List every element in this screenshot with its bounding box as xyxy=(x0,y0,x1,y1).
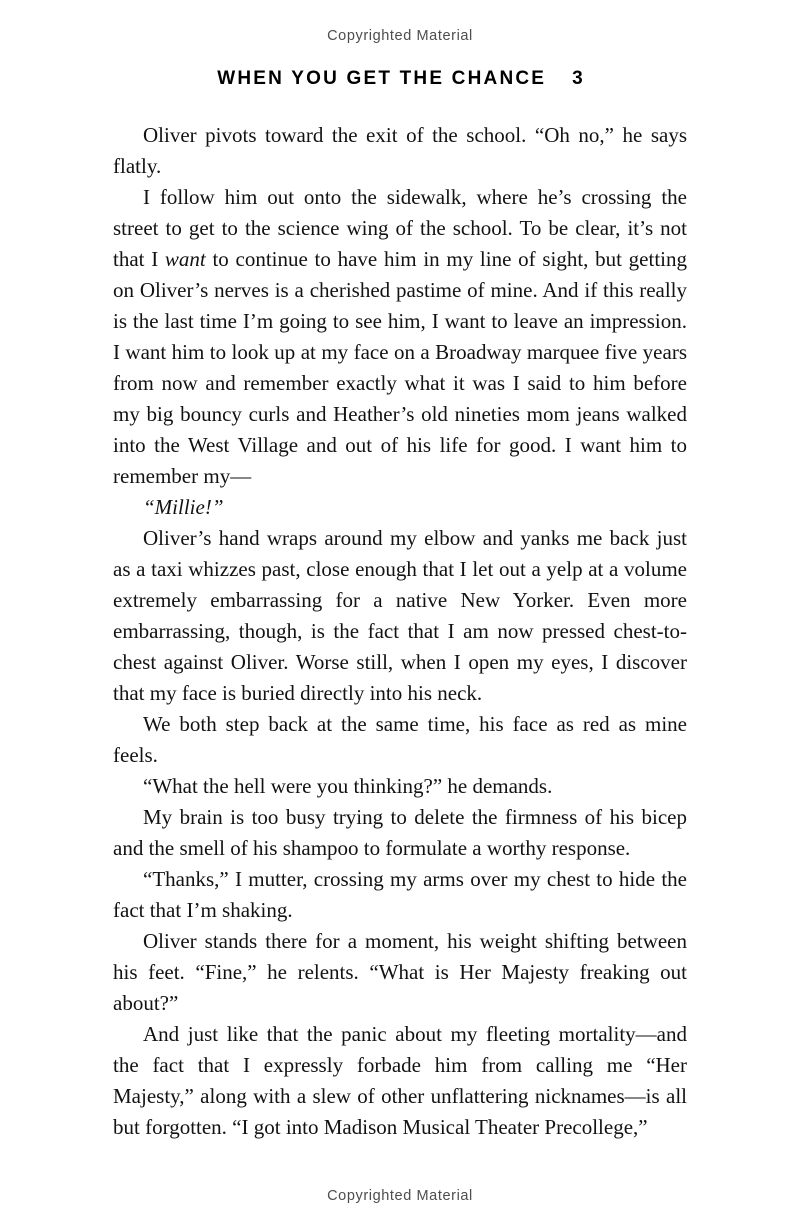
paragraph xyxy=(113,709,687,771)
paragraph xyxy=(113,926,687,1019)
paragraph xyxy=(113,492,687,523)
paragraph-run: My brain is too busy trying to delete the firmness of his bicep and the smell of his shampoo to formulate a worthy response. xyxy=(113,805,687,860)
paragraph-run: And just like that the panic about my fleeting mortality—and the fact that I expressly forbade him from calling me “Her Majesty,” along with a slew of other unflattering nicknames—is all but forgotten. “I got into Madison Musical Theater Precollege,” xyxy=(113,1022,687,1139)
paragraph-run-italic: want xyxy=(164,247,206,271)
page-body xyxy=(113,120,687,1143)
paragraph xyxy=(113,771,687,802)
running-head-title: WHEN YOU GET THE CHANCE xyxy=(217,68,547,89)
paragraph xyxy=(113,864,687,926)
paragraph xyxy=(113,1019,687,1143)
paragraph-run: Oliver’s hand wraps around my elbow and yanks me back just as a taxi whizzes past, close enough that I let out a yelp at a volume extremely embarrassing for a native New Yorker. Even more embarrassing, though, is the fact that I am now pressed chest-to-chest against Oliver. Worse still, when I open my eyes, I discover that my face is buried directly into his neck. xyxy=(113,526,687,705)
running-head xyxy=(0,68,800,90)
page-number: 3 xyxy=(572,68,583,89)
paragraph xyxy=(113,182,687,492)
paragraph-run-italic: “Millie!” xyxy=(143,495,224,519)
paragraph-run: “Thanks,” I mutter, crossing my arms over my chest to hide the fact that I’m shaking. xyxy=(113,867,687,922)
paragraph-run: I follow him out onto the sidewalk, where he’s crossing the street to get to the science wing of the school. To be clear, it’s not that I xyxy=(113,185,687,271)
copyright-notice-top: Copyrighted Material xyxy=(327,28,473,44)
paragraph xyxy=(113,802,687,864)
copyright-notice-bottom: Copyrighted Material xyxy=(327,1188,473,1204)
paragraph-run: “What the hell were you thinking?” he demands. xyxy=(143,774,553,798)
paragraph-run: We both step back at the same time, his face as red as mine feels. xyxy=(113,712,687,767)
paragraph-run: Oliver stands there for a moment, his weight shifting between his feet. “Fine,” he relents. “What is Her Majesty freaking out about?” xyxy=(113,929,687,1015)
paragraph-run: Oliver pivots toward the exit of the school. “Oh no,” he says flatly. xyxy=(113,123,687,178)
paragraph xyxy=(113,120,687,182)
paragraph xyxy=(113,523,687,709)
paragraph-run: to continue to have him in my line of sight, but getting on Oliver’s nerves is a cherished pastime of mine. And if this really is the last time I’m going to see him, I want to leave an impression. I want him to look up at my face on a Broadway marquee five years from now and remember exactly what it was I said to him before my big bouncy curls and Heather’s old nineties mom jeans walked into the West Village and out of his life for good. I want him to remember my— xyxy=(113,247,688,488)
